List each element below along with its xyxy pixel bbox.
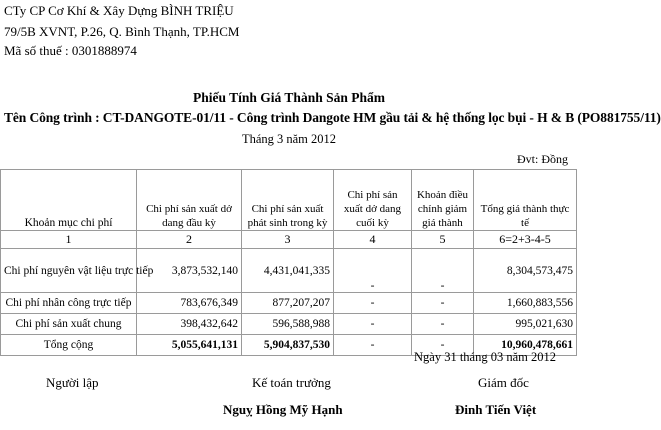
cost-table [0, 169, 577, 356]
total-incurred: 5,904,837,530 [242, 335, 334, 356]
director-title: Giám đốc [478, 375, 529, 390]
table-header-row [1, 170, 577, 231]
row-label: Chi phí nguyên vật liệu trực tiếp [1, 249, 137, 293]
table-row [1, 293, 577, 314]
table-row [1, 314, 577, 335]
accountant-title: Kế toán trưởng [252, 375, 331, 390]
project-name: Tên Công trình : CT-DANGOTE-01/11 - Công trình Dangote HM gầu tải & hệ thống lọc bụi - H & B (PO881755/11) [4, 110, 661, 125]
header-incurred: Chi phí sản xuất phát sinh trong kỳ [242, 170, 334, 231]
total-sum: 10,960,478,661 [474, 335, 577, 356]
currency-unit: Đvt: Đồng [517, 152, 568, 166]
company-tax-code: Mã số thuế : 0301888974 [4, 43, 137, 58]
index-cell: 6=2+3-4-5 [474, 231, 577, 249]
index-cell: 1 [1, 231, 137, 249]
cell-adjustment: - [412, 293, 474, 314]
index-cell: 5 [412, 231, 474, 249]
header-closing-wip: Chi phí sản xuất dở dang cuối kỳ [334, 170, 412, 231]
cell-closing: - [334, 249, 412, 293]
cell-opening: 783,676,349 [137, 293, 242, 314]
cell-adjustment: - [412, 249, 474, 293]
header-adjustment: Khoản điều chỉnh giảm giá thành [412, 170, 474, 231]
cell-total: 1,660,883,556 [474, 293, 577, 314]
cell-total: 8,304,573,475 [474, 249, 577, 293]
company-name: CTy CP Cơ Khí & Xây Dựng BÌNH TRIỆU [4, 3, 234, 18]
cell-adjustment: - [412, 314, 474, 335]
table-index-row [1, 231, 577, 249]
index-cell: 4 [334, 231, 412, 249]
cell-incurred: 4,431,041,335 [242, 249, 334, 293]
index-cell: 2 [137, 231, 242, 249]
total-label: Tổng cộng [1, 335, 137, 356]
row-label: Chi phí nhân công trực tiếp [1, 293, 137, 314]
company-address: 79/5B XVNT, P.26, Q. Bình Thạnh, TP.HCM [4, 24, 240, 39]
cell-opening: 3,873,532,140 [137, 249, 242, 293]
table-row [1, 249, 577, 293]
header-cost-item: Khoản mục chi phí [1, 170, 137, 231]
total-closing: - [334, 335, 412, 356]
total-opening: 5,055,641,131 [137, 335, 242, 356]
signing-date: Ngày 31 tháng 03 năm 2012 [414, 350, 556, 364]
cell-closing: - [334, 293, 412, 314]
row-label: Chi phí sản xuất chung [1, 314, 137, 335]
cell-incurred: 596,588,988 [242, 314, 334, 335]
cell-opening: 398,432,642 [137, 314, 242, 335]
index-cell: 3 [242, 231, 334, 249]
document-title: Phiếu Tính Giá Thành Sản Phẩm [193, 90, 385, 105]
period: Tháng 3 năm 2012 [241, 132, 337, 146]
total-adjustment: - [412, 335, 474, 356]
accountant-name: Nguỵ Hồng Mỹ Hạnh [223, 402, 343, 417]
preparer-title: Người lập [46, 375, 99, 390]
cell-incurred: 877,207,207 [242, 293, 334, 314]
cell-closing: - [334, 314, 412, 335]
header-total-cost: Tổng giá thành thực tế [474, 170, 577, 231]
cell-total: 995,021,630 [474, 314, 577, 335]
director-name: Đinh Tiến Việt [455, 402, 537, 417]
header-opening-wip: Chi phí sản xuất dở dang đầu kỳ [137, 170, 242, 231]
